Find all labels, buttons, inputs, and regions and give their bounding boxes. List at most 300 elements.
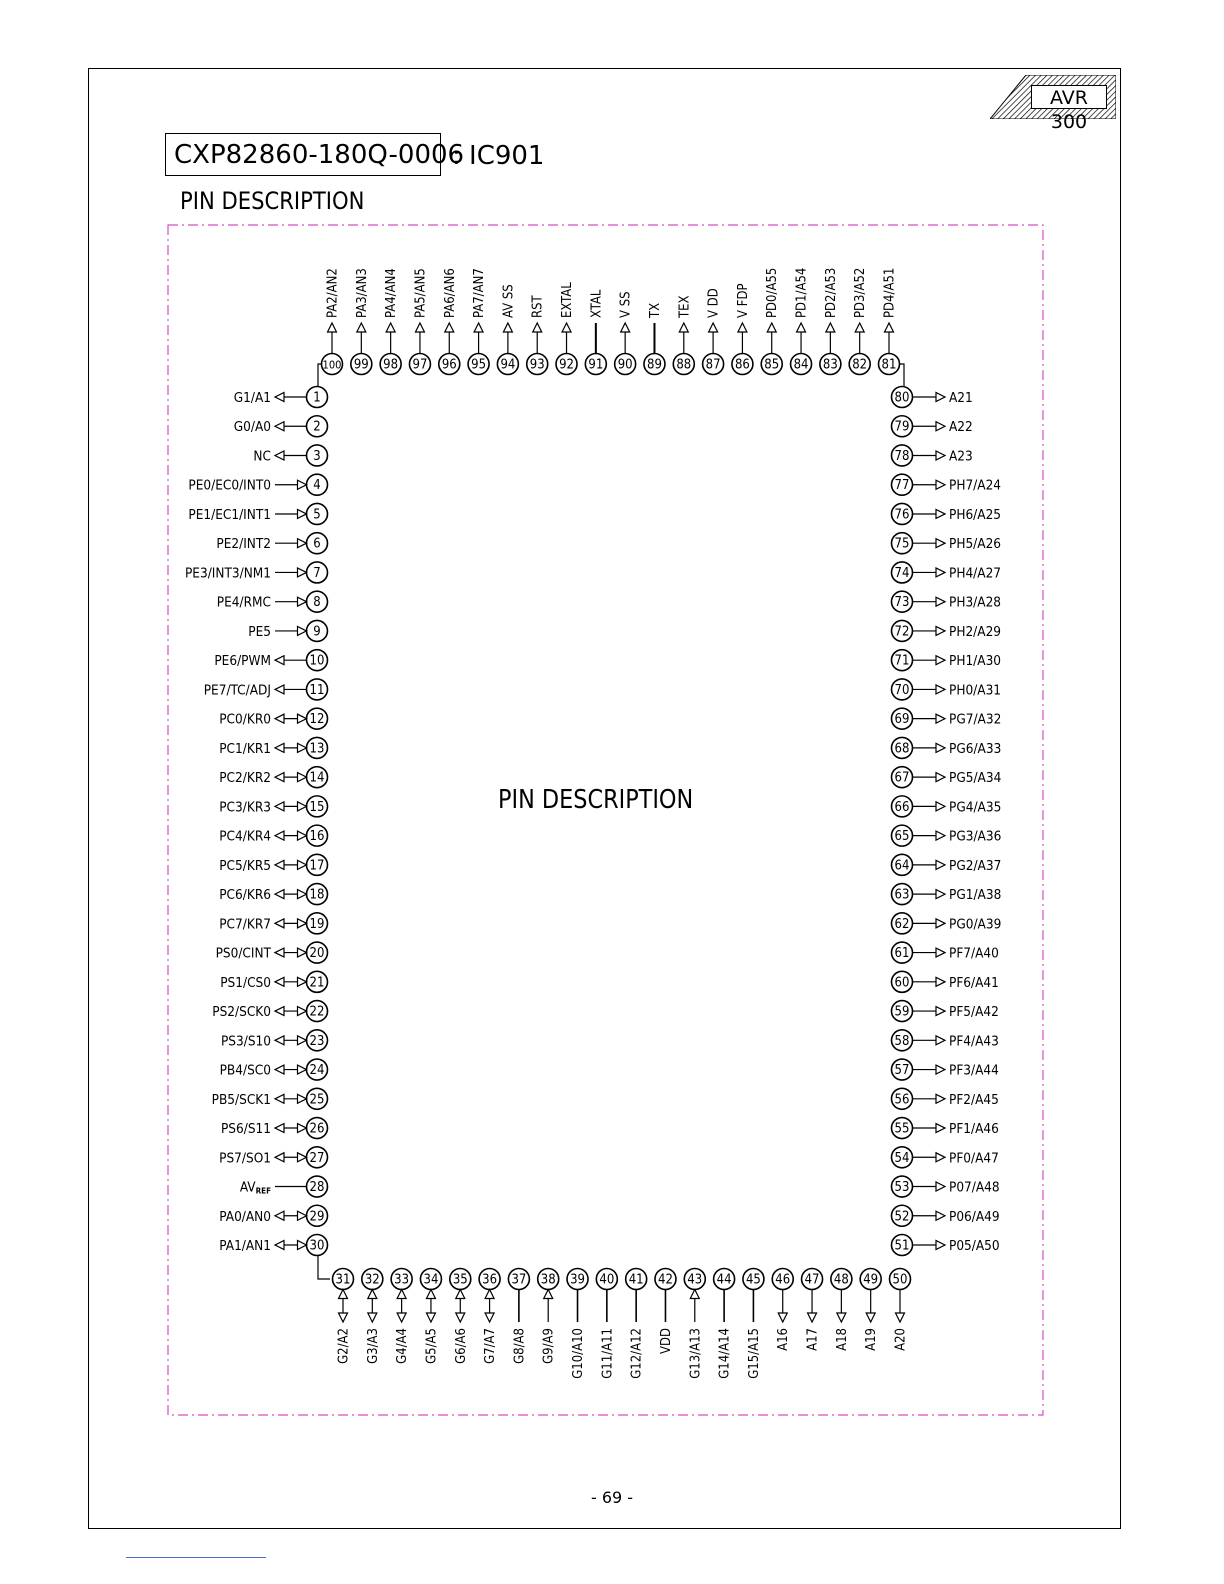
- pin-arrow-icon: [298, 743, 307, 752]
- pin-number: 52: [894, 1209, 910, 1225]
- left-pin-label-13: PC1/KR1: [219, 740, 271, 757]
- left-pin-label-12: PC0/KR0: [219, 711, 271, 728]
- pin-number: 58: [894, 1033, 910, 1049]
- bottom-pin-label-45: G15/A15: [746, 1328, 762, 1379]
- pin-number: 11: [309, 682, 325, 698]
- bottom-pin-label-48: A18: [834, 1328, 850, 1351]
- bottom-pin-label-41: G12/A12: [629, 1328, 645, 1379]
- pin-number: 48: [833, 1272, 849, 1288]
- left-pin-label-29: PA0/AN0: [219, 1208, 271, 1225]
- pin-number: 59: [894, 1004, 910, 1020]
- right-pin-label-60: PF6/A41: [949, 974, 999, 991]
- top-pin-label-93: RST: [530, 295, 546, 318]
- right-pin-label-55: PF1/A46: [949, 1121, 999, 1138]
- bottom-pin-label-46: A16: [776, 1328, 792, 1351]
- pin-arrow-icon: [386, 323, 395, 332]
- pin-number: 91: [588, 357, 604, 373]
- pin-arrow-icon: [298, 509, 307, 518]
- pin-number: 14: [309, 770, 325, 786]
- bottom-pin-label-47: A17: [805, 1328, 821, 1351]
- pin-number: 68: [894, 741, 910, 757]
- top-pin-label-88: TEX: [677, 295, 693, 318]
- pin-number: 67: [894, 770, 910, 786]
- right-pin-label-51: P05/A50: [949, 1238, 1000, 1254]
- right-pin-label-73: PH3/A28: [949, 594, 1002, 611]
- pin-arrow-icon: [936, 773, 945, 782]
- right-pin-label-79: A22: [949, 419, 973, 436]
- right-pin-label-70: PH0/A31: [949, 682, 1002, 699]
- pin-arrow-icon: [936, 1211, 945, 1220]
- pin-number: 44: [716, 1272, 732, 1288]
- pin-number: 35: [452, 1272, 468, 1288]
- right-pin-label-62: PG0/A39: [949, 916, 1002, 933]
- pin-number: 34: [423, 1272, 439, 1288]
- pin-number: 33: [394, 1272, 410, 1288]
- pin-arrow-icon: [936, 1241, 945, 1250]
- top-pin-label-92: EXTAL: [560, 282, 576, 318]
- pin-number: 93: [529, 357, 545, 373]
- pin-arrow-icon: [936, 1065, 945, 1074]
- pin-arrow-icon: [339, 1290, 348, 1299]
- pin-number: 46: [775, 1272, 791, 1288]
- pin-arrow-icon: [533, 323, 542, 332]
- pin-arrow-icon: [298, 539, 307, 548]
- pin-number: 45: [745, 1272, 761, 1288]
- top-pin-label-83: PD2/A53: [823, 267, 839, 318]
- pin-arrow-icon: [474, 323, 483, 332]
- top-pin-label-87: V DD: [706, 288, 722, 318]
- bottom-pin-label-35: G6/A6: [453, 1328, 469, 1364]
- pin-number: 6: [313, 536, 321, 552]
- pin-number: 84: [793, 357, 809, 373]
- top-pin-label-99: PA3/AN3: [354, 268, 370, 318]
- pin-arrow-icon: [298, 626, 307, 635]
- pin-arrow-icon: [936, 860, 945, 869]
- diagram-center-label: PIN DESCRIPTION: [498, 785, 694, 815]
- pin-number: 19: [309, 916, 325, 932]
- bottom-pin-label-32: G3/A3: [365, 1328, 381, 1364]
- pin-arrow-icon: [936, 890, 945, 899]
- left-pin-label-26: PS6/S11: [220, 1121, 271, 1138]
- pin-number: 76: [894, 507, 910, 523]
- pin-arrow-icon: [275, 422, 284, 431]
- pin-arrow-icon: [298, 568, 307, 577]
- right-pin-label-66: PG4/A35: [949, 799, 1002, 816]
- ic-reference: : IC901: [452, 141, 545, 171]
- left-pin-label-18: PC6/KR6: [219, 887, 271, 904]
- pin-arrow-icon: [562, 323, 571, 332]
- pin-number: 53: [894, 1180, 910, 1196]
- top-pin-label-85: PD0/A55: [765, 267, 781, 318]
- bottom-pin-label-34: G5/A5: [424, 1328, 440, 1364]
- left-pin-label-3: NC: [253, 448, 271, 465]
- top-pin-label-100: PA2/AN2: [325, 268, 341, 318]
- pin-number: 21: [309, 975, 325, 991]
- pin-arrow-icon: [485, 1313, 494, 1322]
- pin-arrow-icon: [456, 1290, 465, 1299]
- pin-arrow-icon: [690, 1290, 699, 1299]
- pin-number: 22: [309, 1004, 325, 1020]
- pin-number: 65: [894, 829, 910, 845]
- pin-arrow-icon: [298, 1241, 307, 1250]
- bottom-pin-label-40: G11/A11: [600, 1328, 616, 1379]
- left-pin-label-15: PC3/KR3: [219, 799, 271, 816]
- bottom-pin-label-42: VDD: [658, 1328, 674, 1355]
- part-number: CXP82860-180Q-0006: [165, 133, 441, 176]
- pin-arrow-icon: [298, 890, 307, 899]
- pin-arrow-icon: [298, 480, 307, 489]
- right-pin-label-56: PF2/A45: [949, 1091, 999, 1108]
- pin-number: 18: [309, 887, 325, 903]
- right-pin-label-75: PH5/A26: [949, 536, 1002, 553]
- pin-number: 82: [852, 357, 868, 373]
- pin-number: 10: [309, 653, 325, 669]
- pin-arrow-icon: [275, 1036, 284, 1045]
- pin-arrow-icon: [298, 1065, 307, 1074]
- right-pin-label-76: PH6/A25: [949, 506, 1002, 523]
- right-pin-label-53: P07/A48: [949, 1179, 1000, 1196]
- pin-arrow-icon: [298, 948, 307, 957]
- pin-number: 80: [894, 390, 910, 406]
- pin-number: 50: [892, 1272, 908, 1288]
- pin-arrow-icon: [936, 393, 945, 402]
- pin-number: 63: [894, 887, 910, 903]
- left-pin-label-9: PE5: [248, 623, 271, 640]
- pin-number: 94: [500, 357, 516, 373]
- corner-connector-30-31: [318, 1256, 330, 1279]
- pin-number: 47: [804, 1272, 820, 1288]
- pin-number: 85: [764, 357, 780, 373]
- pin-number: 43: [687, 1272, 703, 1288]
- pin-number: 74: [894, 565, 910, 581]
- page-title: PIN DESCRIPTION: [180, 187, 365, 215]
- pin-arrow-icon: [936, 656, 945, 665]
- pin-number: 4: [313, 478, 321, 494]
- pin-arrow-icon: [936, 1094, 945, 1103]
- bottom-pin-label-33: G4/A4: [395, 1328, 411, 1364]
- pin-number: 5: [313, 507, 321, 523]
- model-badge: AVR 300: [1031, 85, 1107, 109]
- left-pin-label-14: PC2/KR2: [219, 770, 271, 787]
- pin-arrow-icon: [936, 597, 945, 606]
- left-pin-label-4: PE0/EC0/INT0: [188, 477, 271, 494]
- pin-number: 24: [309, 1063, 325, 1079]
- pin-number: 51: [894, 1238, 910, 1254]
- pin-arrow-icon: [275, 743, 284, 752]
- pin-number: 96: [441, 357, 457, 373]
- pin-arrow-icon: [397, 1313, 406, 1322]
- pin-number: 25: [309, 1092, 325, 1108]
- pin-number: 16: [309, 829, 325, 845]
- right-pin-label-72: PH2/A29: [949, 623, 1002, 640]
- pin-number: 72: [894, 624, 910, 640]
- pin-arrow-icon: [936, 977, 945, 986]
- pin-arrow-icon: [275, 890, 284, 899]
- pin-arrow-icon: [936, 685, 945, 694]
- pin-arrow-icon: [621, 323, 630, 332]
- pin-number: 83: [822, 357, 838, 373]
- left-pin-label-20: PS0/CINT: [215, 945, 271, 962]
- pin-number: 42: [658, 1272, 673, 1288]
- pin-number: 1: [313, 390, 321, 406]
- pin-number: 37: [511, 1272, 527, 1288]
- pin-arrow-icon: [767, 323, 776, 332]
- top-pin-label-82: PD3/A52: [853, 267, 869, 318]
- pin-arrow-icon: [936, 743, 945, 752]
- right-pin-label-61: PF7/A40: [949, 945, 999, 962]
- pin-arrow-icon: [328, 323, 337, 332]
- pin-arrow-icon: [808, 1313, 817, 1322]
- diagram-frame: [168, 225, 1043, 1415]
- pin-arrow-icon: [275, 393, 284, 402]
- pin-arrow-icon: [275, 948, 284, 957]
- right-pin-label-52: P06/A49: [949, 1208, 1000, 1225]
- left-pin-label-6: PE2/INT2: [216, 536, 271, 553]
- pin-arrow-icon: [936, 1153, 945, 1162]
- pin-number: 81: [881, 357, 897, 373]
- pin-arrow-icon: [544, 1290, 553, 1299]
- right-pin-label-77: PH7/A24: [949, 477, 1002, 494]
- page-number: - 69 -: [590, 1488, 634, 1507]
- pin-number: 7: [313, 565, 321, 581]
- top-pin-label-94: AV SS: [501, 284, 517, 318]
- pin-number: 77: [894, 478, 910, 494]
- pin-arrow-icon: [445, 323, 454, 332]
- pin-arrow-icon: [298, 773, 307, 782]
- pin-arrow-icon: [936, 626, 945, 635]
- top-pin-label-91: XTAL: [589, 289, 605, 318]
- pin-number: 78: [894, 448, 910, 464]
- pin-arrow-icon: [837, 1313, 846, 1322]
- pin-arrow-icon: [936, 831, 945, 840]
- pin-number: 75: [894, 536, 910, 552]
- pin-number: 40: [599, 1272, 615, 1288]
- bottom-pin-label-39: G10/A10: [571, 1328, 587, 1379]
- pin-arrow-icon: [936, 451, 945, 460]
- left-pin-label-30: PA1/AN1: [219, 1238, 271, 1254]
- left-pin-label-27: PS7/SO1: [219, 1150, 271, 1167]
- pin-number: 8: [313, 595, 321, 611]
- top-pin-label-86: V FDP: [735, 283, 751, 318]
- pin-arrow-icon: [275, 1241, 284, 1250]
- pin-number: 41: [628, 1272, 644, 1288]
- pin-arrow-icon: [275, 1094, 284, 1103]
- pin-arrow-icon: [275, 1124, 284, 1133]
- pin-number: 61: [894, 946, 910, 962]
- pin-arrow-icon: [298, 1094, 307, 1103]
- pin-number: 9: [313, 624, 321, 640]
- bottom-pin-label-49: A19: [864, 1328, 880, 1351]
- pin-arrow-icon: [298, 1007, 307, 1016]
- pin-arrow-icon: [936, 509, 945, 518]
- pin-arrow-icon: [855, 323, 864, 332]
- top-pin-label-90: V SS: [618, 291, 634, 318]
- right-pin-label-58: PF4/A43: [949, 1033, 999, 1050]
- pin-arrow-icon: [298, 1211, 307, 1220]
- pin-number: 30: [309, 1238, 325, 1254]
- pin-arrow-icon: [298, 831, 307, 840]
- pin-number: 69: [894, 712, 910, 728]
- pin-number: 56: [894, 1092, 910, 1108]
- pin-number: 54: [894, 1150, 910, 1166]
- pin-number: 64: [894, 858, 910, 874]
- left-pin-label-16: PC4/KR4: [219, 828, 271, 845]
- bottom-rule: [126, 1557, 266, 1558]
- pin-number: 15: [309, 799, 325, 815]
- pin-number: 13: [309, 741, 325, 757]
- pin-arrow-icon: [936, 1036, 945, 1045]
- pin-arrow-icon: [298, 860, 307, 869]
- bottom-pin-label-31: G2/A2: [336, 1328, 352, 1364]
- top-pin-label-81: PD4/A51: [882, 267, 898, 318]
- pin-arrow-icon: [866, 1313, 875, 1322]
- right-pin-label-71: PH1/A30: [949, 653, 1002, 670]
- pin-arrow-icon: [275, 977, 284, 986]
- left-pin-label-23: PS3/S10: [220, 1033, 271, 1050]
- bottom-pin-label-50: A20: [893, 1328, 909, 1351]
- pin-arrow-icon: [936, 539, 945, 548]
- pin-arrow-icon: [797, 323, 806, 332]
- pin-number: 99: [353, 357, 369, 373]
- pin-number: 29: [309, 1209, 325, 1225]
- pin-arrow-icon: [357, 323, 366, 332]
- right-pin-label-57: PF3/A44: [949, 1062, 999, 1079]
- pin-number: 23: [309, 1033, 325, 1049]
- pin-arrow-icon: [936, 480, 945, 489]
- pin-number: 62: [894, 916, 910, 932]
- top-pin-label-95: PA7/AN7: [472, 268, 488, 318]
- pin-number: 38: [540, 1272, 556, 1288]
- pin-arrow-icon: [936, 1124, 945, 1133]
- pin-number: 60: [894, 975, 910, 991]
- pin-number: 12: [309, 712, 325, 728]
- pin-arrow-icon: [936, 422, 945, 431]
- pin-arrow-icon: [936, 1182, 945, 1191]
- pin-arrow-icon: [679, 323, 688, 332]
- left-pin-label-7: PE3/INT3/NM1: [184, 565, 271, 582]
- pin-arrow-icon: [298, 1124, 307, 1133]
- pin-arrow-icon: [275, 773, 284, 782]
- pin-number: 2: [313, 419, 321, 435]
- bottom-pin-label-44: G14/A14: [717, 1328, 733, 1379]
- pin-number: 90: [617, 357, 633, 373]
- bottom-pin-label-36: G7/A7: [483, 1328, 499, 1364]
- pin-number: 31: [335, 1272, 351, 1288]
- right-pin-label-68: PG6/A33: [949, 740, 1002, 757]
- right-pin-label-54: PF0/A47: [949, 1150, 999, 1167]
- pin-arrow-icon: [298, 714, 307, 723]
- pin-arrow-icon: [885, 323, 894, 332]
- bottom-pin-label-37: G8/A8: [512, 1328, 528, 1364]
- right-pin-label-65: PG3/A36: [949, 828, 1002, 845]
- pin-number: 92: [559, 357, 574, 373]
- left-pin-label-22: PS2/SCK0: [212, 1004, 271, 1021]
- bottom-pin-label-38: G9/A9: [541, 1328, 557, 1364]
- pin-number: 87: [705, 357, 721, 373]
- pin-arrow-icon: [936, 919, 945, 928]
- pin-arrow-icon: [426, 1313, 435, 1322]
- pin-arrow-icon: [275, 1065, 284, 1074]
- pin-arrow-icon: [456, 1313, 465, 1322]
- pin-number: 89: [647, 357, 662, 373]
- left-pin-label-5: PE1/EC1/INT1: [188, 506, 271, 523]
- pin-arrow-icon: [826, 323, 835, 332]
- pin-arrow-icon: [339, 1313, 348, 1322]
- pin-arrow-icon: [275, 919, 284, 928]
- pin-arrow-icon: [368, 1290, 377, 1299]
- pin-arrow-icon: [298, 597, 307, 606]
- left-pin-label-24: PB4/SC0: [219, 1062, 271, 1079]
- left-pin-label-19: PC7/KR7: [219, 916, 271, 933]
- pin-arrow-icon: [275, 1153, 284, 1162]
- pin-arrow-icon: [709, 323, 718, 332]
- pin-arrow-icon: [503, 323, 512, 332]
- right-pin-label-74: PH4/A27: [949, 565, 1002, 582]
- pin-number: 39: [570, 1272, 585, 1288]
- pin-number: 70: [894, 682, 910, 698]
- pin-arrow-icon: [275, 714, 284, 723]
- pin-arrow-icon: [275, 1211, 284, 1220]
- pin-number: 20: [309, 946, 325, 962]
- pin-number: 27: [309, 1150, 325, 1166]
- pin-arrow-icon: [936, 1007, 945, 1016]
- pin-arrow-icon: [936, 568, 945, 577]
- pin-number: 98: [383, 357, 399, 373]
- right-pin-label-80: A21: [949, 390, 973, 406]
- pin-arrow-icon: [778, 1313, 787, 1322]
- top-pin-label-98: PA4/AN4: [384, 268, 400, 318]
- pin-number: 100: [322, 358, 342, 372]
- bottom-pin-label-43: G13/A13: [688, 1328, 704, 1379]
- pin-number: 79: [894, 419, 910, 435]
- pin-number: 3: [313, 448, 321, 464]
- left-pin-label-10: PE6/PWM: [214, 653, 271, 670]
- pin-number: 95: [471, 357, 487, 373]
- right-pin-label-63: PG1/A38: [949, 887, 1002, 904]
- top-pin-label-89: TX: [647, 302, 663, 318]
- pin-arrow-icon: [298, 919, 307, 928]
- pin-arrow-icon: [298, 1153, 307, 1162]
- pin-number: 26: [309, 1121, 325, 1137]
- pin-arrow-icon: [936, 802, 945, 811]
- pin-arrow-icon: [275, 656, 284, 665]
- pin-number: 36: [482, 1272, 498, 1288]
- pin-arrow-icon: [298, 802, 307, 811]
- right-pin-label-59: PF5/A42: [949, 1004, 999, 1021]
- right-pin-label-78: A23: [949, 448, 973, 465]
- left-pin-label-25: PB5/SCK1: [211, 1091, 271, 1108]
- pin-number: 57: [894, 1063, 910, 1079]
- pin-number: 97: [412, 357, 428, 373]
- pin-arrow-icon: [936, 714, 945, 723]
- left-pin-label-8: PE4/RMC: [216, 594, 271, 611]
- pin-number: 88: [676, 357, 692, 373]
- pin-number: 55: [894, 1121, 910, 1137]
- right-pin-label-67: PG5/A34: [949, 770, 1002, 787]
- pin-arrow-icon: [738, 323, 747, 332]
- pin-arrow-icon: [298, 977, 307, 986]
- left-pin-label-1: G1/A1: [233, 390, 271, 406]
- pin-arrow-icon: [485, 1290, 494, 1299]
- pin-number: 86: [734, 357, 750, 373]
- pin-arrow-icon: [275, 860, 284, 869]
- top-pin-label-84: PD1/A54: [794, 267, 810, 318]
- left-pin-label-21: PS1/CS0: [220, 974, 271, 991]
- pin-arrow-icon: [275, 685, 284, 694]
- pin-arrow-icon: [275, 831, 284, 840]
- pin-arrow-icon: [896, 1313, 905, 1322]
- pin-arrow-icon: [275, 451, 284, 460]
